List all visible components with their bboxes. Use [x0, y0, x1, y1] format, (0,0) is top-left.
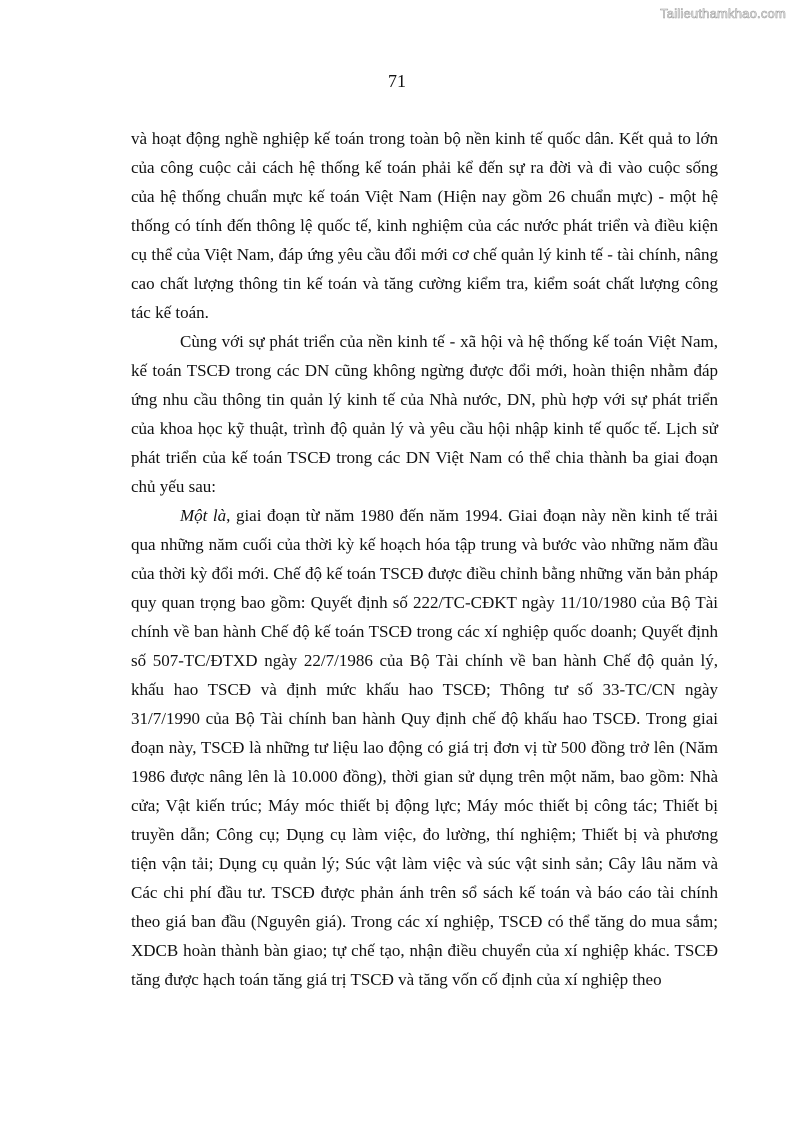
paragraph-continuation: và hoạt động nghề nghiệp kế toán trong toàn bộ nền kinh tế quốc dân. Kết quả to lớn của công cuộc cải cách hệ thống kế toán phải kể đến sự ra đời và đi vào cuộc sống của hệ thống chuẩn mực kế toán Việt Nam (Hiện nay gồm 26 chuẩn mực) - một hệ thống có tính đến thông lệ quốc tế, kinh nghiệm của các nước phát triển và điều kiện cụ thể của Việt Nam, đáp ứng yêu cầu đổi mới cơ chế quản lý kinh tế - tài chính, nâng cao chất lượng thông tin kế toán và tăng cường kiểm tra, kiểm soát chất lượng công tác kế toán.: [131, 129, 718, 322]
watermark: Tailieuthamkhao.com: [660, 6, 786, 21]
document-body: [131, 124, 718, 994]
paragraph-stage-one-text: , giai đoạn từ năm 1980 đến năm 1994. Giai đoạn này nền kinh tế trải qua những năm cuối của thời kỳ kế hoạch hóa tập trung và bước vào những năm đầu của thời kỳ đổi mới. Chế độ kế toán TSCĐ được điều chỉnh bằng những văn bản pháp quy quan trọng bao gồm: Quyết định số 222/TC-CĐKT ngày 11/10/1980 của Bộ Tài chính về ban hành Chế độ kế toán TSCĐ trong các xí nghiệp quốc doanh; Quyết định số 507-TC/ĐTXD ngày 22/7/1986 của Bộ Tài chính về ban hành Chế độ quản lý, khấu hao TSCĐ và định mức khấu hao TSCĐ; Thông tư số 33-TC/CN ngày 31/7/1990 của Bộ Tài chính ban hành Quy định chế độ khấu hao TSCĐ. Trong giai đoạn này, TSCĐ là những tư liệu lao động có giá trị đơn vị từ 500 đồng trở lên (Năm 1986 được nâng lên là 10.000 đồng), thời gian sử dụng trên một năm, bao gồm: Nhà cửa; Vật kiến trúc; Máy móc thiết bị động lực; Máy móc thiết bị công tác; Thiết bị truyền dẫn; Công cụ; Dụng cụ làm việc, đo lường, thí nghiệm; Thiết bị và phương tiện vận tải; Dụng cụ quản lý; Súc vật làm việc và súc vật sinh sản; Cây lâu năm và Các chi phí đầu tư. TSCĐ được phản ánh trên sổ sách kế toán và báo cáo tài chính theo giá ban đầu (Nguyên giá). Trong các xí nghiệp, TSCĐ có thể tăng do mua sắm; XDCB hoàn thành bàn giao; tự chế tạo, nhận điều chuyển của xí nghiệp khác. TSCĐ tăng được hạch toán tăng giá trị TSCĐ và tăng vốn cố định của xí nghiệp theo: [131, 506, 718, 989]
paragraph-development: Cùng với sự phát triển của nền kinh tế - xã hội và hệ thống kế toán Việt Nam, kế toán TSCĐ trong các DN cũng không ngừng được đổi mới, hoàn thiện nhằm đáp ứng nhu cầu thông tin quản lý kinh tế của Nhà nước, DN, phù hợp với sự phát triển của khoa học kỹ thuật, trình độ quản lý và yêu cầu hội nhập kinh tế quốc tế. Lịch sử phát triển của kế toán TSCĐ trong các DN Việt Nam có thể chia thành ba giai đoạn chủ yếu sau:: [131, 332, 718, 496]
paragraph-stage-one: [131, 501, 718, 994]
paragraph-lead-italic: Một là: [180, 506, 227, 525]
page-number: 71: [388, 71, 406, 91]
